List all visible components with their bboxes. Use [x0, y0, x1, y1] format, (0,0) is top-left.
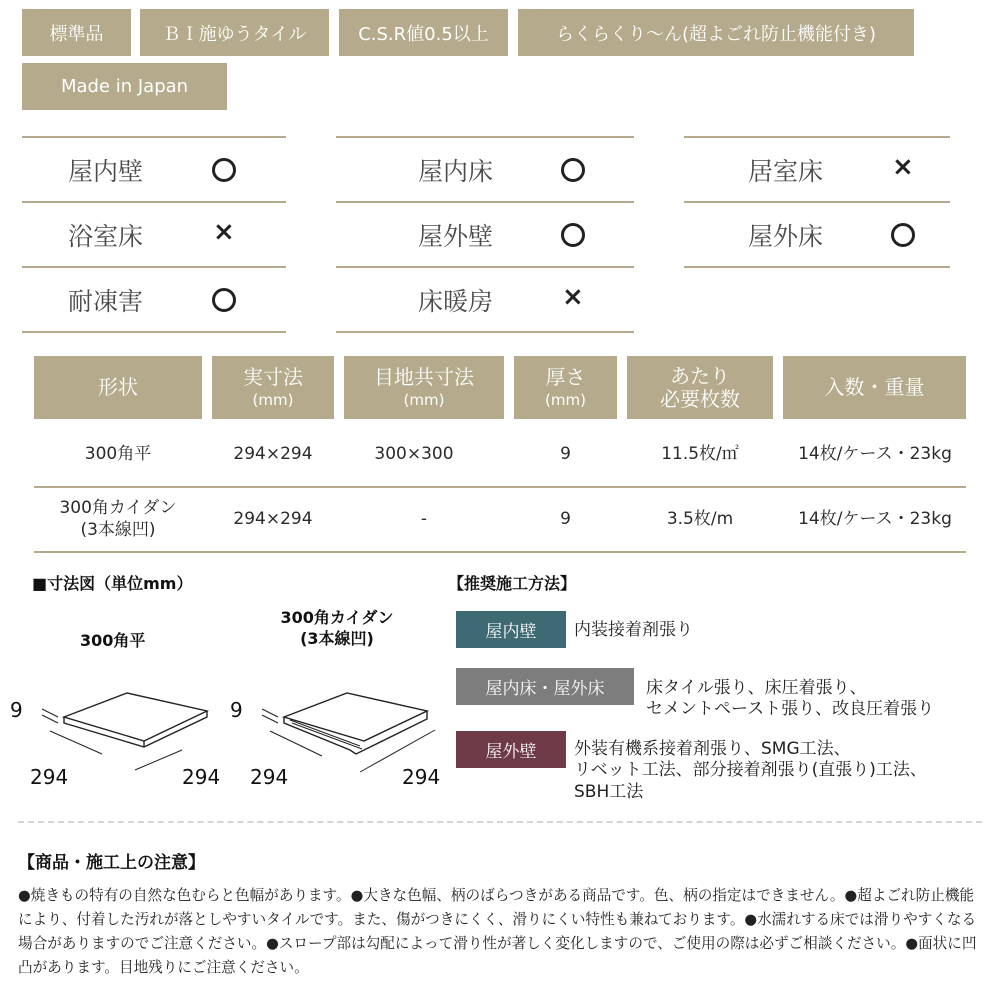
usage-label: 屋外壁 — [418, 221, 494, 251]
cross-icon: × — [213, 217, 235, 247]
usage-label: 床暖房 — [418, 286, 494, 316]
usage-item — [684, 201, 950, 266]
table-cell: 9 — [560, 443, 571, 464]
usage-label: 屋外床 — [748, 221, 824, 251]
circle-icon — [561, 223, 585, 247]
table-cell: 294×294 — [233, 508, 313, 529]
usage-divider — [684, 266, 950, 268]
usage-label: 居室床 — [748, 156, 824, 186]
table-cell: 300×300 — [374, 443, 454, 464]
col-header-thickness: 厚さ (mm) — [514, 356, 617, 419]
usage-item — [336, 136, 634, 201]
dimension-right-thickness: 9 — [230, 698, 243, 722]
usage-item — [336, 266, 634, 331]
col-header-shape: 形状 — [34, 356, 202, 419]
table-cell: 9 — [560, 508, 571, 529]
circle-icon — [212, 158, 236, 182]
col-header-joint-size: 目地共寸法 (mm) — [344, 356, 504, 419]
usage-item — [22, 136, 286, 201]
tag-csr: C.S.R値0.5以上 — [339, 9, 508, 56]
circle-icon — [561, 158, 585, 182]
notes-title: 【商品・施工上の注意】 — [18, 853, 205, 873]
section-divider — [18, 821, 982, 823]
table-cell: 14枚/ケース・23kg — [798, 508, 952, 529]
methods-heading: 【推奨施工方法】 — [448, 574, 577, 593]
dimension-heading: ■寸法図（単位mm） — [32, 574, 193, 593]
tag-bi-glaze: ＢＩ施ゆうタイル — [140, 9, 329, 56]
dimension-left-title: 300角平 — [80, 631, 146, 650]
table-cell: 11.5枚/㎡ — [661, 443, 739, 464]
table-cell: 294×294 — [233, 443, 313, 464]
table-divider — [34, 551, 966, 553]
usage-divider — [336, 331, 634, 333]
dimension-right-width-1: 294 — [250, 765, 289, 789]
usage-label: 浴室床 — [68, 221, 144, 251]
method-badge-indoor-wall: 屋内壁 — [456, 611, 566, 648]
method-text-outdoor-wall: 外装有機系接着剤張り、SMG工法、 リベット工法、部分接着剤張り(直張り)工法、 SBH工法 — [574, 739, 927, 802]
usage-item — [336, 201, 634, 266]
cross-icon: × — [562, 282, 584, 312]
method-text-floor: 床タイル張り、床圧着張り、 セメントペースト張り、改良圧着張り — [646, 678, 935, 720]
circle-icon — [212, 288, 236, 312]
col-header-per-area: あたり 必要枚数 — [627, 356, 773, 419]
method-badge-outdoor-wall: 屋外壁 — [456, 731, 566, 768]
col-header-qty-weight: 入数・重量 — [783, 356, 966, 419]
usage-label: 屋内壁 — [68, 156, 144, 186]
dimension-right-title: 300角カイダン (3本線凹) — [280, 608, 394, 648]
dimension-left-width-1: 294 — [30, 765, 69, 789]
dimension-left-width-2: 294 — [182, 765, 221, 789]
usage-item — [684, 136, 950, 201]
table-cell: - — [420, 508, 428, 529]
usage-item — [22, 201, 286, 266]
table-cell: 300角カイダン (3本線凹) — [59, 497, 177, 540]
usage-label: 耐凍害 — [68, 286, 144, 316]
table-cell: 300角平 — [84, 443, 152, 464]
usage-divider — [22, 331, 286, 333]
dimension-left-thickness: 9 — [10, 698, 23, 722]
dimension-right-width-2: 294 — [402, 765, 441, 789]
table-cell: 3.5枚/m — [666, 508, 734, 529]
usage-item — [22, 266, 286, 331]
method-badge-floor: 屋内床・屋外床 — [456, 668, 634, 705]
method-text-indoor-wall: 内装接着剤張り — [574, 620, 693, 640]
table-divider — [34, 486, 966, 488]
tag-made-in-japan: Made in Japan — [22, 63, 227, 110]
col-header-actual-size: 実寸法 (mm) — [212, 356, 334, 419]
usage-label: 屋内床 — [418, 156, 494, 186]
tag-standard: 標準品 — [22, 9, 131, 56]
tag-rakuraku: らくらくり〜ん(超よごれ防止機能付き) — [518, 9, 914, 56]
notes-body: ●焼きもの特有の自然な色むらと色幅があります。●大きな色幅、柄のばらつきがある商品です。色、柄の指定はできません。●超よごれ防止機能により、付着した汚れが落としやすいタイルです。また、傷がつきにくく、滑りにくい特性も兼ねております。●水濡れする床では滑りやすくなる場合がありますのでご注意ください。●スロープ部は勾配によって滑り性が著しく変化しますので、ご使用の際は必ずご相談ください。●面状に凹凸があります。目地残りにご注意ください。 — [18, 887, 977, 976]
table-cell: 14枚/ケース・23kg — [798, 443, 952, 464]
cross-icon: × — [892, 152, 914, 182]
circle-icon — [891, 223, 915, 247]
